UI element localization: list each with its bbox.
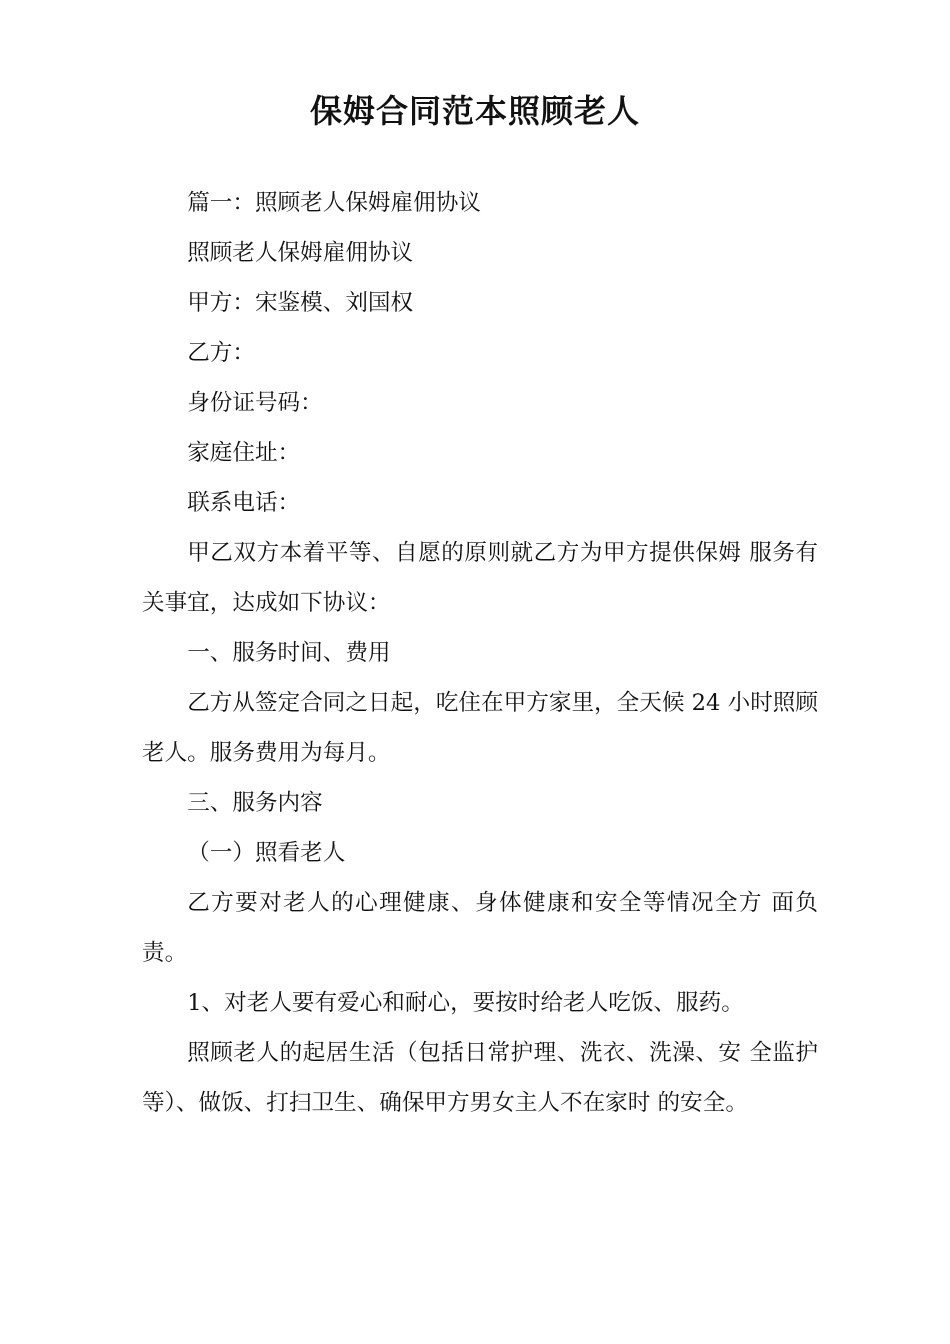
paragraph-service-content-heading: 三、服务内容: [187, 790, 323, 816]
paragraph-phone: 联系电话：: [187, 490, 301, 516]
paragraph-party-b: 乙方：: [187, 340, 255, 366]
paragraph-care-responsibility: 乙方要对老人的心理健康、身体健康和安全等情况全方 面负责。: [142, 890, 818, 966]
paragraph-section-heading: 篇一：照顾老人保姆雇佣协议: [187, 190, 481, 216]
paragraph-id-number: 身份证号码：: [187, 390, 323, 416]
paragraph-party-a: 甲方：宋鉴模、刘国权: [187, 290, 414, 316]
document-title: 保姆合同范本照顾老人: [309, 92, 640, 130]
paragraph-daily-care: 照顾老人的起居生活（包括日常护理、洗衣、洗澡、安 全监护等）、做饭、打扫卫生、确保甲方男女主人不在家时 的安全。: [142, 1040, 818, 1116]
document-body: [142, 178, 818, 1128]
paragraph-service-time-heading: 一、服务时间、费用: [187, 640, 391, 666]
paragraph-intro: 甲乙双方本着平等、自愿的原则就乙方为甲方提供保姆 服务有关事宜，达成如下协议：: [142, 540, 818, 616]
paragraph-service-time: 乙方从签定合同之日起，吃住在甲方家里，全天候 24 小时照顾老人。服务费用为每月。: [142, 690, 818, 766]
paragraph-care-item-1: 1、对老人要有爱心和耐心，要按时给老人吃饭、服药。: [187, 990, 744, 1016]
paragraph-home-address: 家庭住址：: [187, 440, 301, 466]
paragraph-agreement-title: 照顾老人保姆雇佣协议: [187, 240, 414, 266]
paragraph-care-subheading: （一）照看老人: [187, 840, 346, 866]
